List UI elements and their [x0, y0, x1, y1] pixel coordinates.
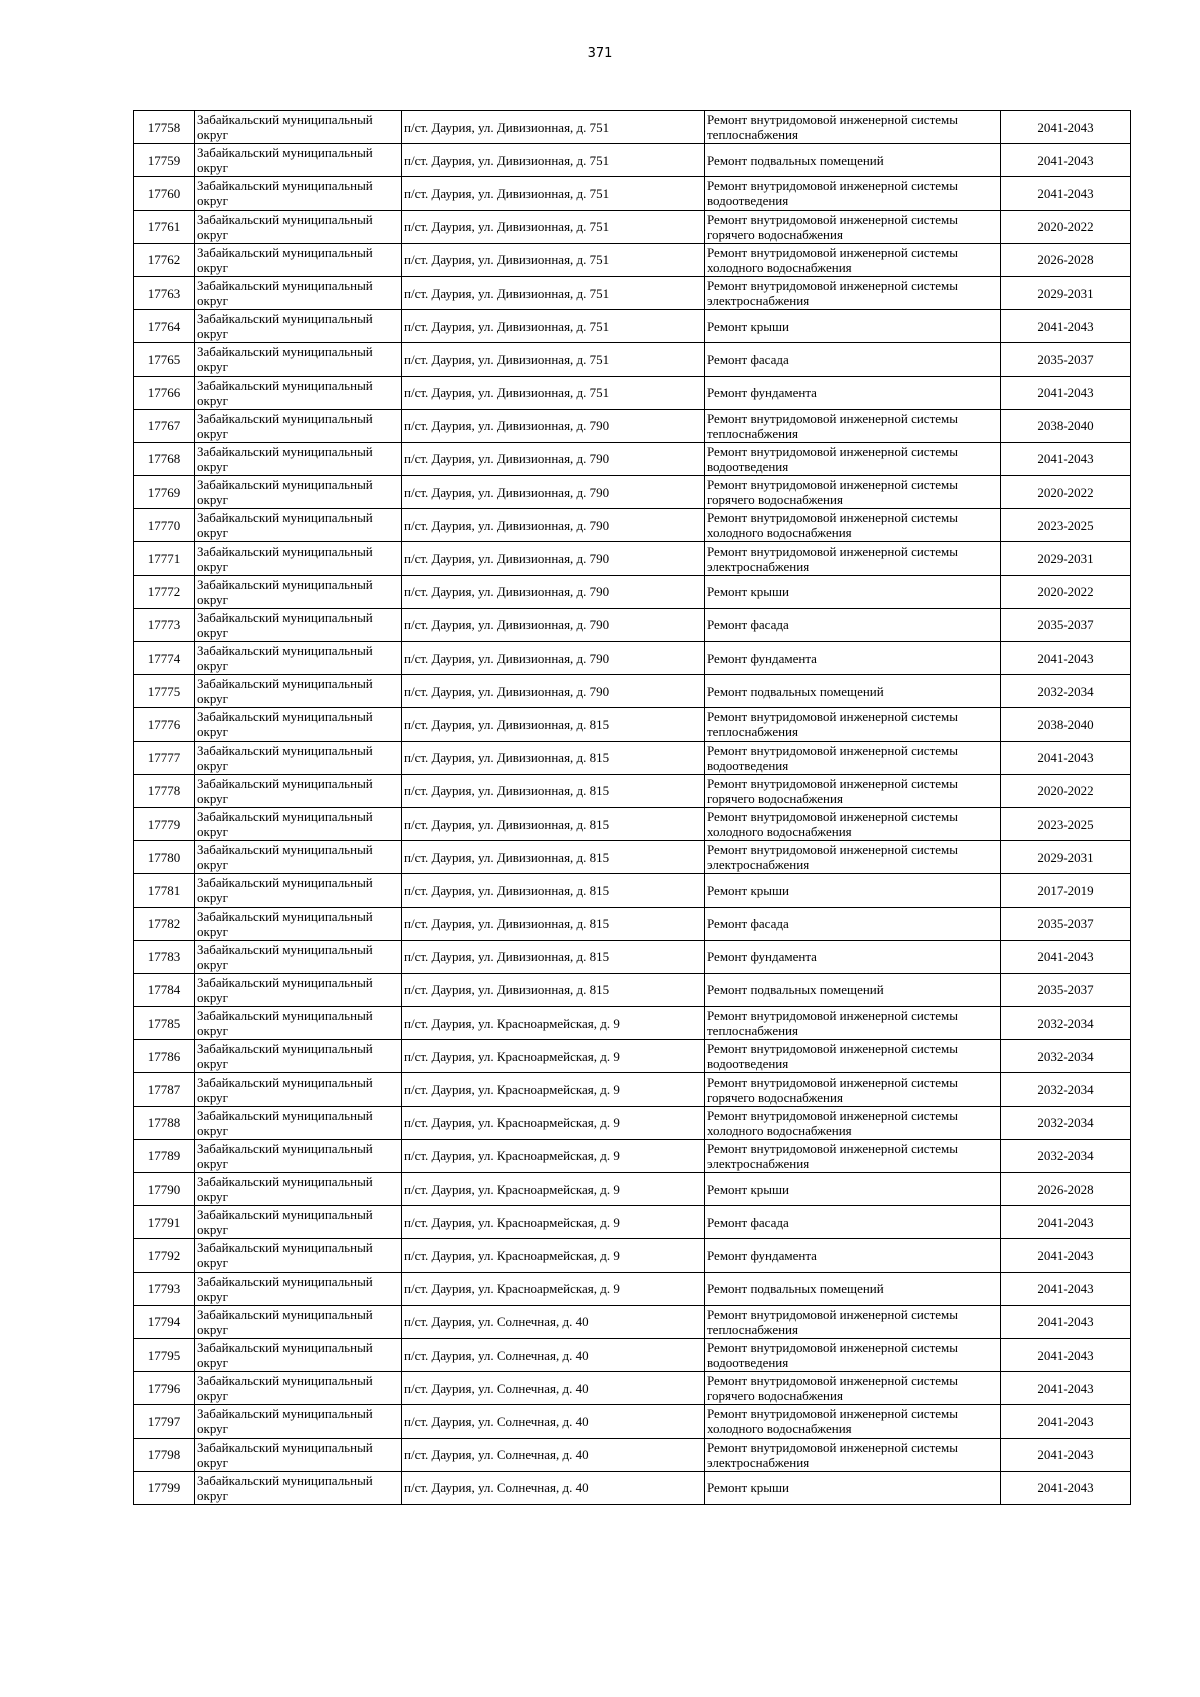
address-cell: п/ст. Даурия, ул. Дивизионная, д. 815 [402, 940, 705, 973]
work-type-cell: Ремонт внутридомовой инженерной системы водоотведения [705, 741, 1001, 774]
period-cell: 2041-2043 [1001, 376, 1131, 409]
municipality-cell: Забайкальский муниципальный округ [195, 907, 402, 940]
work-type-cell: Ремонт внутридомовой инженерной системы водоотведения [705, 1338, 1001, 1371]
municipality-cell: Забайкальский муниципальный округ [195, 1040, 402, 1073]
municipality-cell: Забайкальский муниципальный округ [195, 1007, 402, 1040]
work-type-cell: Ремонт подвальных помещений [705, 675, 1001, 708]
table-row [134, 276, 1131, 309]
table-row [134, 111, 1131, 144]
address-cell: п/ст. Даурия, ул. Дивизионная, д. 790 [402, 642, 705, 675]
table-row [134, 1405, 1131, 1438]
table-row [134, 1206, 1131, 1239]
table-row [134, 1471, 1131, 1504]
work-type-cell: Ремонт внутридомовой инженерной системы холодного водоснабжения [705, 807, 1001, 840]
row-number-cell: 17775 [134, 675, 195, 708]
period-cell: 2041-2043 [1001, 1405, 1131, 1438]
table-row [134, 973, 1131, 1006]
municipality-cell: Забайкальский муниципальный округ [195, 642, 402, 675]
table-row [134, 177, 1131, 210]
period-cell: 2041-2043 [1001, 1372, 1131, 1405]
period-cell: 2029-2031 [1001, 542, 1131, 575]
work-type-cell: Ремонт внутридомовой инженерной системы холодного водоснабжения [705, 1405, 1001, 1438]
period-cell: 2032-2034 [1001, 1139, 1131, 1172]
work-type-cell: Ремонт крыши [705, 874, 1001, 907]
municipality-cell: Забайкальский муниципальный округ [195, 1305, 402, 1338]
period-cell: 2032-2034 [1001, 1040, 1131, 1073]
address-cell: п/ст. Даурия, ул. Дивизионная, д. 815 [402, 774, 705, 807]
municipality-cell: Забайкальский муниципальный округ [195, 940, 402, 973]
row-number-cell: 17797 [134, 1405, 195, 1438]
address-cell: п/ст. Даурия, ул. Солнечная, д. 40 [402, 1405, 705, 1438]
address-cell: п/ст. Даурия, ул. Дивизионная, д. 751 [402, 343, 705, 376]
row-number-cell: 17767 [134, 409, 195, 442]
row-number-cell: 17794 [134, 1305, 195, 1338]
work-type-cell: Ремонт внутридомовой инженерной системы водоотведения [705, 1040, 1001, 1073]
row-number-cell: 17763 [134, 276, 195, 309]
table-row [134, 675, 1131, 708]
municipality-cell: Забайкальский муниципальный округ [195, 1471, 402, 1504]
table-row [134, 243, 1131, 276]
row-number-cell: 17796 [134, 1372, 195, 1405]
row-number-cell: 17789 [134, 1139, 195, 1172]
row-number-cell: 17758 [134, 111, 195, 144]
address-cell: п/ст. Даурия, ул. Солнечная, д. 40 [402, 1372, 705, 1405]
address-cell: п/ст. Даурия, ул. Красноармейская, д. 9 [402, 1073, 705, 1106]
table-row [134, 1139, 1131, 1172]
municipality-cell: Забайкальский муниципальный округ [195, 807, 402, 840]
work-type-cell: Ремонт фундамента [705, 940, 1001, 973]
period-cell: 2041-2043 [1001, 1338, 1131, 1371]
period-cell: 2032-2034 [1001, 1073, 1131, 1106]
period-cell: 2041-2043 [1001, 442, 1131, 475]
municipality-cell: Забайкальский муниципальный округ [195, 310, 402, 343]
table-row [134, 874, 1131, 907]
work-type-cell: Ремонт подвальных помещений [705, 1272, 1001, 1305]
row-number-cell: 17791 [134, 1206, 195, 1239]
table-row [134, 409, 1131, 442]
address-cell: п/ст. Даурия, ул. Красноармейская, д. 9 [402, 1139, 705, 1172]
address-cell: п/ст. Даурия, ул. Дивизионная, д. 751 [402, 376, 705, 409]
period-cell: 2035-2037 [1001, 608, 1131, 641]
work-type-cell: Ремонт внутридомовой инженерной системы теплоснабжения [705, 1007, 1001, 1040]
address-cell: п/ст. Даурия, ул. Красноармейская, д. 9 [402, 1007, 705, 1040]
municipality-cell: Забайкальский муниципальный округ [195, 1405, 402, 1438]
municipality-cell: Забайкальский муниципальный округ [195, 1073, 402, 1106]
work-type-cell: Ремонт фасада [705, 608, 1001, 641]
work-type-cell: Ремонт внутридомовой инженерной системы электроснабжения [705, 841, 1001, 874]
work-type-cell: Ремонт внутридомовой инженерной системы теплоснабжения [705, 409, 1001, 442]
row-number-cell: 17770 [134, 509, 195, 542]
period-cell: 2041-2043 [1001, 741, 1131, 774]
period-cell: 2041-2043 [1001, 1206, 1131, 1239]
row-number-cell: 17799 [134, 1471, 195, 1504]
municipality-cell: Забайкальский муниципальный округ [195, 675, 402, 708]
work-type-cell: Ремонт внутридомовой инженерной системы электроснабжения [705, 276, 1001, 309]
work-type-cell: Ремонт внутридомовой инженерной системы холодного водоснабжения [705, 509, 1001, 542]
period-cell: 2041-2043 [1001, 642, 1131, 675]
row-number-cell: 17766 [134, 376, 195, 409]
row-number-cell: 17785 [134, 1007, 195, 1040]
address-cell: п/ст. Даурия, ул. Красноармейская, д. 9 [402, 1239, 705, 1272]
address-cell: п/ст. Даурия, ул. Дивизионная, д. 815 [402, 841, 705, 874]
municipality-cell: Забайкальский муниципальный округ [195, 509, 402, 542]
table-row [134, 841, 1131, 874]
work-type-cell: Ремонт внутридомовой инженерной системы горячего водоснабжения [705, 210, 1001, 243]
municipality-cell: Забайкальский муниципальный округ [195, 276, 402, 309]
address-cell: п/ст. Даурия, ул. Красноармейская, д. 9 [402, 1106, 705, 1139]
table-row [134, 940, 1131, 973]
address-cell: п/ст. Даурия, ул. Дивизионная, д. 751 [402, 276, 705, 309]
work-type-cell: Ремонт внутридомовой инженерной системы теплоснабжения [705, 708, 1001, 741]
row-number-cell: 17772 [134, 575, 195, 608]
work-type-cell: Ремонт внутридомовой инженерной системы теплоснабжения [705, 111, 1001, 144]
municipality-cell: Забайкальский муниципальный округ [195, 243, 402, 276]
municipality-cell: Забайкальский муниципальный округ [195, 476, 402, 509]
row-number-cell: 17761 [134, 210, 195, 243]
table-row [134, 376, 1131, 409]
row-number-cell: 17788 [134, 1106, 195, 1139]
period-cell: 2023-2025 [1001, 509, 1131, 542]
work-type-cell: Ремонт внутридомовой инженерной системы водоотведения [705, 442, 1001, 475]
period-cell: 2023-2025 [1001, 807, 1131, 840]
address-cell: п/ст. Даурия, ул. Дивизионная, д. 790 [402, 442, 705, 475]
municipality-cell: Забайкальский муниципальный округ [195, 608, 402, 641]
municipality-cell: Забайкальский муниципальный округ [195, 973, 402, 1006]
work-type-cell: Ремонт фасада [705, 343, 1001, 376]
row-number-cell: 17786 [134, 1040, 195, 1073]
municipality-cell: Забайкальский муниципальный округ [195, 1372, 402, 1405]
work-type-cell: Ремонт внутридомовой инженерной системы электроснабжения [705, 1139, 1001, 1172]
row-number-cell: 17782 [134, 907, 195, 940]
table-row [134, 1338, 1131, 1371]
address-cell: п/ст. Даурия, ул. Дивизионная, д. 815 [402, 973, 705, 1006]
address-cell: п/ст. Даурия, ул. Дивизионная, д. 790 [402, 476, 705, 509]
municipality-cell: Забайкальский муниципальный округ [195, 874, 402, 907]
table-row [134, 608, 1131, 641]
row-number-cell: 17790 [134, 1173, 195, 1206]
municipality-cell: Забайкальский муниципальный округ [195, 741, 402, 774]
table-row [134, 1173, 1131, 1206]
work-type-cell: Ремонт внутридомовой инженерной системы холодного водоснабжения [705, 1106, 1001, 1139]
municipality-cell: Забайкальский муниципальный округ [195, 343, 402, 376]
row-number-cell: 17779 [134, 807, 195, 840]
period-cell: 2035-2037 [1001, 343, 1131, 376]
period-cell: 2029-2031 [1001, 841, 1131, 874]
municipality-cell: Забайкальский муниципальный округ [195, 708, 402, 741]
row-number-cell: 17773 [134, 608, 195, 641]
period-cell: 2041-2043 [1001, 940, 1131, 973]
address-cell: п/ст. Даурия, ул. Красноармейская, д. 9 [402, 1272, 705, 1305]
table-row [134, 542, 1131, 575]
work-type-cell: Ремонт фундамента [705, 642, 1001, 675]
municipality-cell: Забайкальский муниципальный округ [195, 1272, 402, 1305]
period-cell: 2020-2022 [1001, 476, 1131, 509]
row-number-cell: 17778 [134, 774, 195, 807]
table-body [134, 111, 1131, 1505]
address-cell: п/ст. Даурия, ул. Дивизионная, д. 751 [402, 177, 705, 210]
period-cell: 2041-2043 [1001, 1471, 1131, 1504]
work-type-cell: Ремонт внутридомовой инженерной системы горячего водоснабжения [705, 774, 1001, 807]
municipality-cell: Забайкальский муниципальный округ [195, 1438, 402, 1471]
row-number-cell: 17765 [134, 343, 195, 376]
table-row [134, 1438, 1131, 1471]
municipality-cell: Забайкальский муниципальный округ [195, 1239, 402, 1272]
period-cell: 2026-2028 [1001, 1173, 1131, 1206]
period-cell: 2032-2034 [1001, 1007, 1131, 1040]
row-number-cell: 17783 [134, 940, 195, 973]
row-number-cell: 17780 [134, 841, 195, 874]
row-number-cell: 17759 [134, 144, 195, 177]
table-row [134, 1372, 1131, 1405]
work-type-cell: Ремонт фундамента [705, 376, 1001, 409]
work-type-cell: Ремонт фасада [705, 1206, 1001, 1239]
address-cell: п/ст. Даурия, ул. Дивизионная, д. 751 [402, 243, 705, 276]
period-cell: 2041-2043 [1001, 111, 1131, 144]
work-type-cell: Ремонт крыши [705, 1173, 1001, 1206]
address-cell: п/ст. Даурия, ул. Солнечная, д. 40 [402, 1438, 705, 1471]
work-type-cell: Ремонт внутридомовой инженерной системы горячего водоснабжения [705, 476, 1001, 509]
address-cell: п/ст. Даурия, ул. Дивизионная, д. 790 [402, 542, 705, 575]
municipality-cell: Забайкальский муниципальный округ [195, 442, 402, 475]
address-cell: п/ст. Даурия, ул. Дивизионная, д. 751 [402, 310, 705, 343]
work-type-cell: Ремонт крыши [705, 310, 1001, 343]
table-row [134, 1040, 1131, 1073]
address-cell: п/ст. Даурия, ул. Солнечная, д. 40 [402, 1471, 705, 1504]
period-cell: 2029-2031 [1001, 276, 1131, 309]
address-cell: п/ст. Даурия, ул. Дивизионная, д. 790 [402, 509, 705, 542]
period-cell: 2041-2043 [1001, 1438, 1131, 1471]
table-row [134, 1305, 1131, 1338]
table-row [134, 907, 1131, 940]
row-number-cell: 17777 [134, 741, 195, 774]
period-cell: 2026-2028 [1001, 243, 1131, 276]
period-cell: 2041-2043 [1001, 177, 1131, 210]
address-cell: п/ст. Даурия, ул. Дивизионная, д. 790 [402, 575, 705, 608]
address-cell: п/ст. Даурия, ул. Дивизионная, д. 790 [402, 675, 705, 708]
municipality-cell: Забайкальский муниципальный округ [195, 575, 402, 608]
period-cell: 2032-2034 [1001, 675, 1131, 708]
period-cell: 2038-2040 [1001, 409, 1131, 442]
row-number-cell: 17769 [134, 476, 195, 509]
period-cell: 2020-2022 [1001, 774, 1131, 807]
address-cell: п/ст. Даурия, ул. Дивизионная, д. 815 [402, 874, 705, 907]
row-number-cell: 17760 [134, 177, 195, 210]
row-number-cell: 17784 [134, 973, 195, 1006]
work-type-cell: Ремонт фундамента [705, 1239, 1001, 1272]
table-row [134, 807, 1131, 840]
work-type-cell: Ремонт подвальных помещений [705, 144, 1001, 177]
row-number-cell: 17798 [134, 1438, 195, 1471]
period-cell: 2041-2043 [1001, 1305, 1131, 1338]
period-cell: 2041-2043 [1001, 1272, 1131, 1305]
period-cell: 2041-2043 [1001, 310, 1131, 343]
address-cell: п/ст. Даурия, ул. Солнечная, д. 40 [402, 1338, 705, 1371]
municipality-cell: Забайкальский муниципальный округ [195, 177, 402, 210]
table-row [134, 708, 1131, 741]
period-cell: 2038-2040 [1001, 708, 1131, 741]
municipality-cell: Забайкальский муниципальный округ [195, 409, 402, 442]
municipality-cell: Забайкальский муниципальный округ [195, 210, 402, 243]
work-type-cell: Ремонт внутридомовой инженерной системы водоотведения [705, 177, 1001, 210]
municipality-cell: Забайкальский муниципальный округ [195, 542, 402, 575]
table-row [134, 310, 1131, 343]
table-row [134, 1106, 1131, 1139]
table-row [134, 1239, 1131, 1272]
address-cell: п/ст. Даурия, ул. Дивизионная, д. 815 [402, 907, 705, 940]
table-row [134, 442, 1131, 475]
row-number-cell: 17795 [134, 1338, 195, 1371]
row-number-cell: 17781 [134, 874, 195, 907]
address-cell: п/ст. Даурия, ул. Дивизионная, д. 815 [402, 708, 705, 741]
table-row [134, 144, 1131, 177]
work-type-cell: Ремонт внутридомовой инженерной системы горячего водоснабжения [705, 1073, 1001, 1106]
table-row [134, 476, 1131, 509]
period-cell: 2035-2037 [1001, 907, 1131, 940]
municipality-cell: Забайкальский муниципальный округ [195, 376, 402, 409]
work-type-cell: Ремонт крыши [705, 1471, 1001, 1504]
table-row [134, 343, 1131, 376]
row-number-cell: 17764 [134, 310, 195, 343]
table-row [134, 1007, 1131, 1040]
row-number-cell: 17762 [134, 243, 195, 276]
municipality-cell: Забайкальский муниципальный округ [195, 1338, 402, 1371]
table-row [134, 774, 1131, 807]
row-number-cell: 17792 [134, 1239, 195, 1272]
municipality-cell: Забайкальский муниципальный округ [195, 1206, 402, 1239]
address-cell: п/ст. Даурия, ул. Дивизионная, д. 790 [402, 608, 705, 641]
row-number-cell: 17793 [134, 1272, 195, 1305]
table-row [134, 1073, 1131, 1106]
period-cell: 2041-2043 [1001, 1239, 1131, 1272]
address-cell: п/ст. Даурия, ул. Красноармейская, д. 9 [402, 1206, 705, 1239]
municipality-cell: Забайкальский муниципальный округ [195, 1173, 402, 1206]
table-row [134, 1272, 1131, 1305]
work-type-cell: Ремонт крыши [705, 575, 1001, 608]
period-cell: 2020-2022 [1001, 575, 1131, 608]
table-row [134, 210, 1131, 243]
period-cell: 2035-2037 [1001, 973, 1131, 1006]
period-cell: 2020-2022 [1001, 210, 1131, 243]
table-row [134, 509, 1131, 542]
municipality-cell: Забайкальский муниципальный округ [195, 1139, 402, 1172]
row-number-cell: 17774 [134, 642, 195, 675]
address-cell: п/ст. Даурия, ул. Дивизионная, д. 815 [402, 807, 705, 840]
address-cell: п/ст. Даурия, ул. Дивизионная, д. 751 [402, 144, 705, 177]
table-row [134, 642, 1131, 675]
work-type-cell: Ремонт внутридомовой инженерной системы теплоснабжения [705, 1305, 1001, 1338]
address-cell: п/ст. Даурия, ул. Дивизионная, д. 751 [402, 210, 705, 243]
period-cell: 2017-2019 [1001, 874, 1131, 907]
row-number-cell: 17776 [134, 708, 195, 741]
address-cell: п/ст. Даурия, ул. Дивизионная, д. 815 [402, 741, 705, 774]
work-type-cell: Ремонт подвальных помещений [705, 973, 1001, 1006]
period-cell: 2032-2034 [1001, 1106, 1131, 1139]
address-cell: п/ст. Даурия, ул. Дивизионная, д. 751 [402, 111, 705, 144]
address-cell: п/ст. Даурия, ул. Красноармейская, д. 9 [402, 1173, 705, 1206]
work-type-cell: Ремонт внутридомовой инженерной системы горячего водоснабжения [705, 1372, 1001, 1405]
work-type-cell: Ремонт фасада [705, 907, 1001, 940]
row-number-cell: 17787 [134, 1073, 195, 1106]
row-number-cell: 17771 [134, 542, 195, 575]
address-cell: п/ст. Даурия, ул. Солнечная, д. 40 [402, 1305, 705, 1338]
municipality-cell: Забайкальский муниципальный округ [195, 111, 402, 144]
row-number-cell: 17768 [134, 442, 195, 475]
period-cell: 2041-2043 [1001, 144, 1131, 177]
municipality-cell: Забайкальский муниципальный округ [195, 774, 402, 807]
work-type-cell: Ремонт внутридомовой инженерной системы электроснабжения [705, 1438, 1001, 1471]
table-row [134, 741, 1131, 774]
address-cell: п/ст. Даурия, ул. Красноармейская, д. 9 [402, 1040, 705, 1073]
municipality-cell: Забайкальский муниципальный округ [195, 1106, 402, 1139]
work-type-cell: Ремонт внутридомовой инженерной системы электроснабжения [705, 542, 1001, 575]
municipality-cell: Забайкальский муниципальный округ [195, 144, 402, 177]
municipality-cell: Забайкальский муниципальный округ [195, 841, 402, 874]
page-number: 371 [587, 46, 613, 61]
table-row [134, 575, 1131, 608]
work-type-cell: Ремонт внутридомовой инженерной системы холодного водоснабжения [705, 243, 1001, 276]
address-cell: п/ст. Даурия, ул. Дивизионная, д. 790 [402, 409, 705, 442]
repair-schedule-table [133, 110, 1131, 1505]
